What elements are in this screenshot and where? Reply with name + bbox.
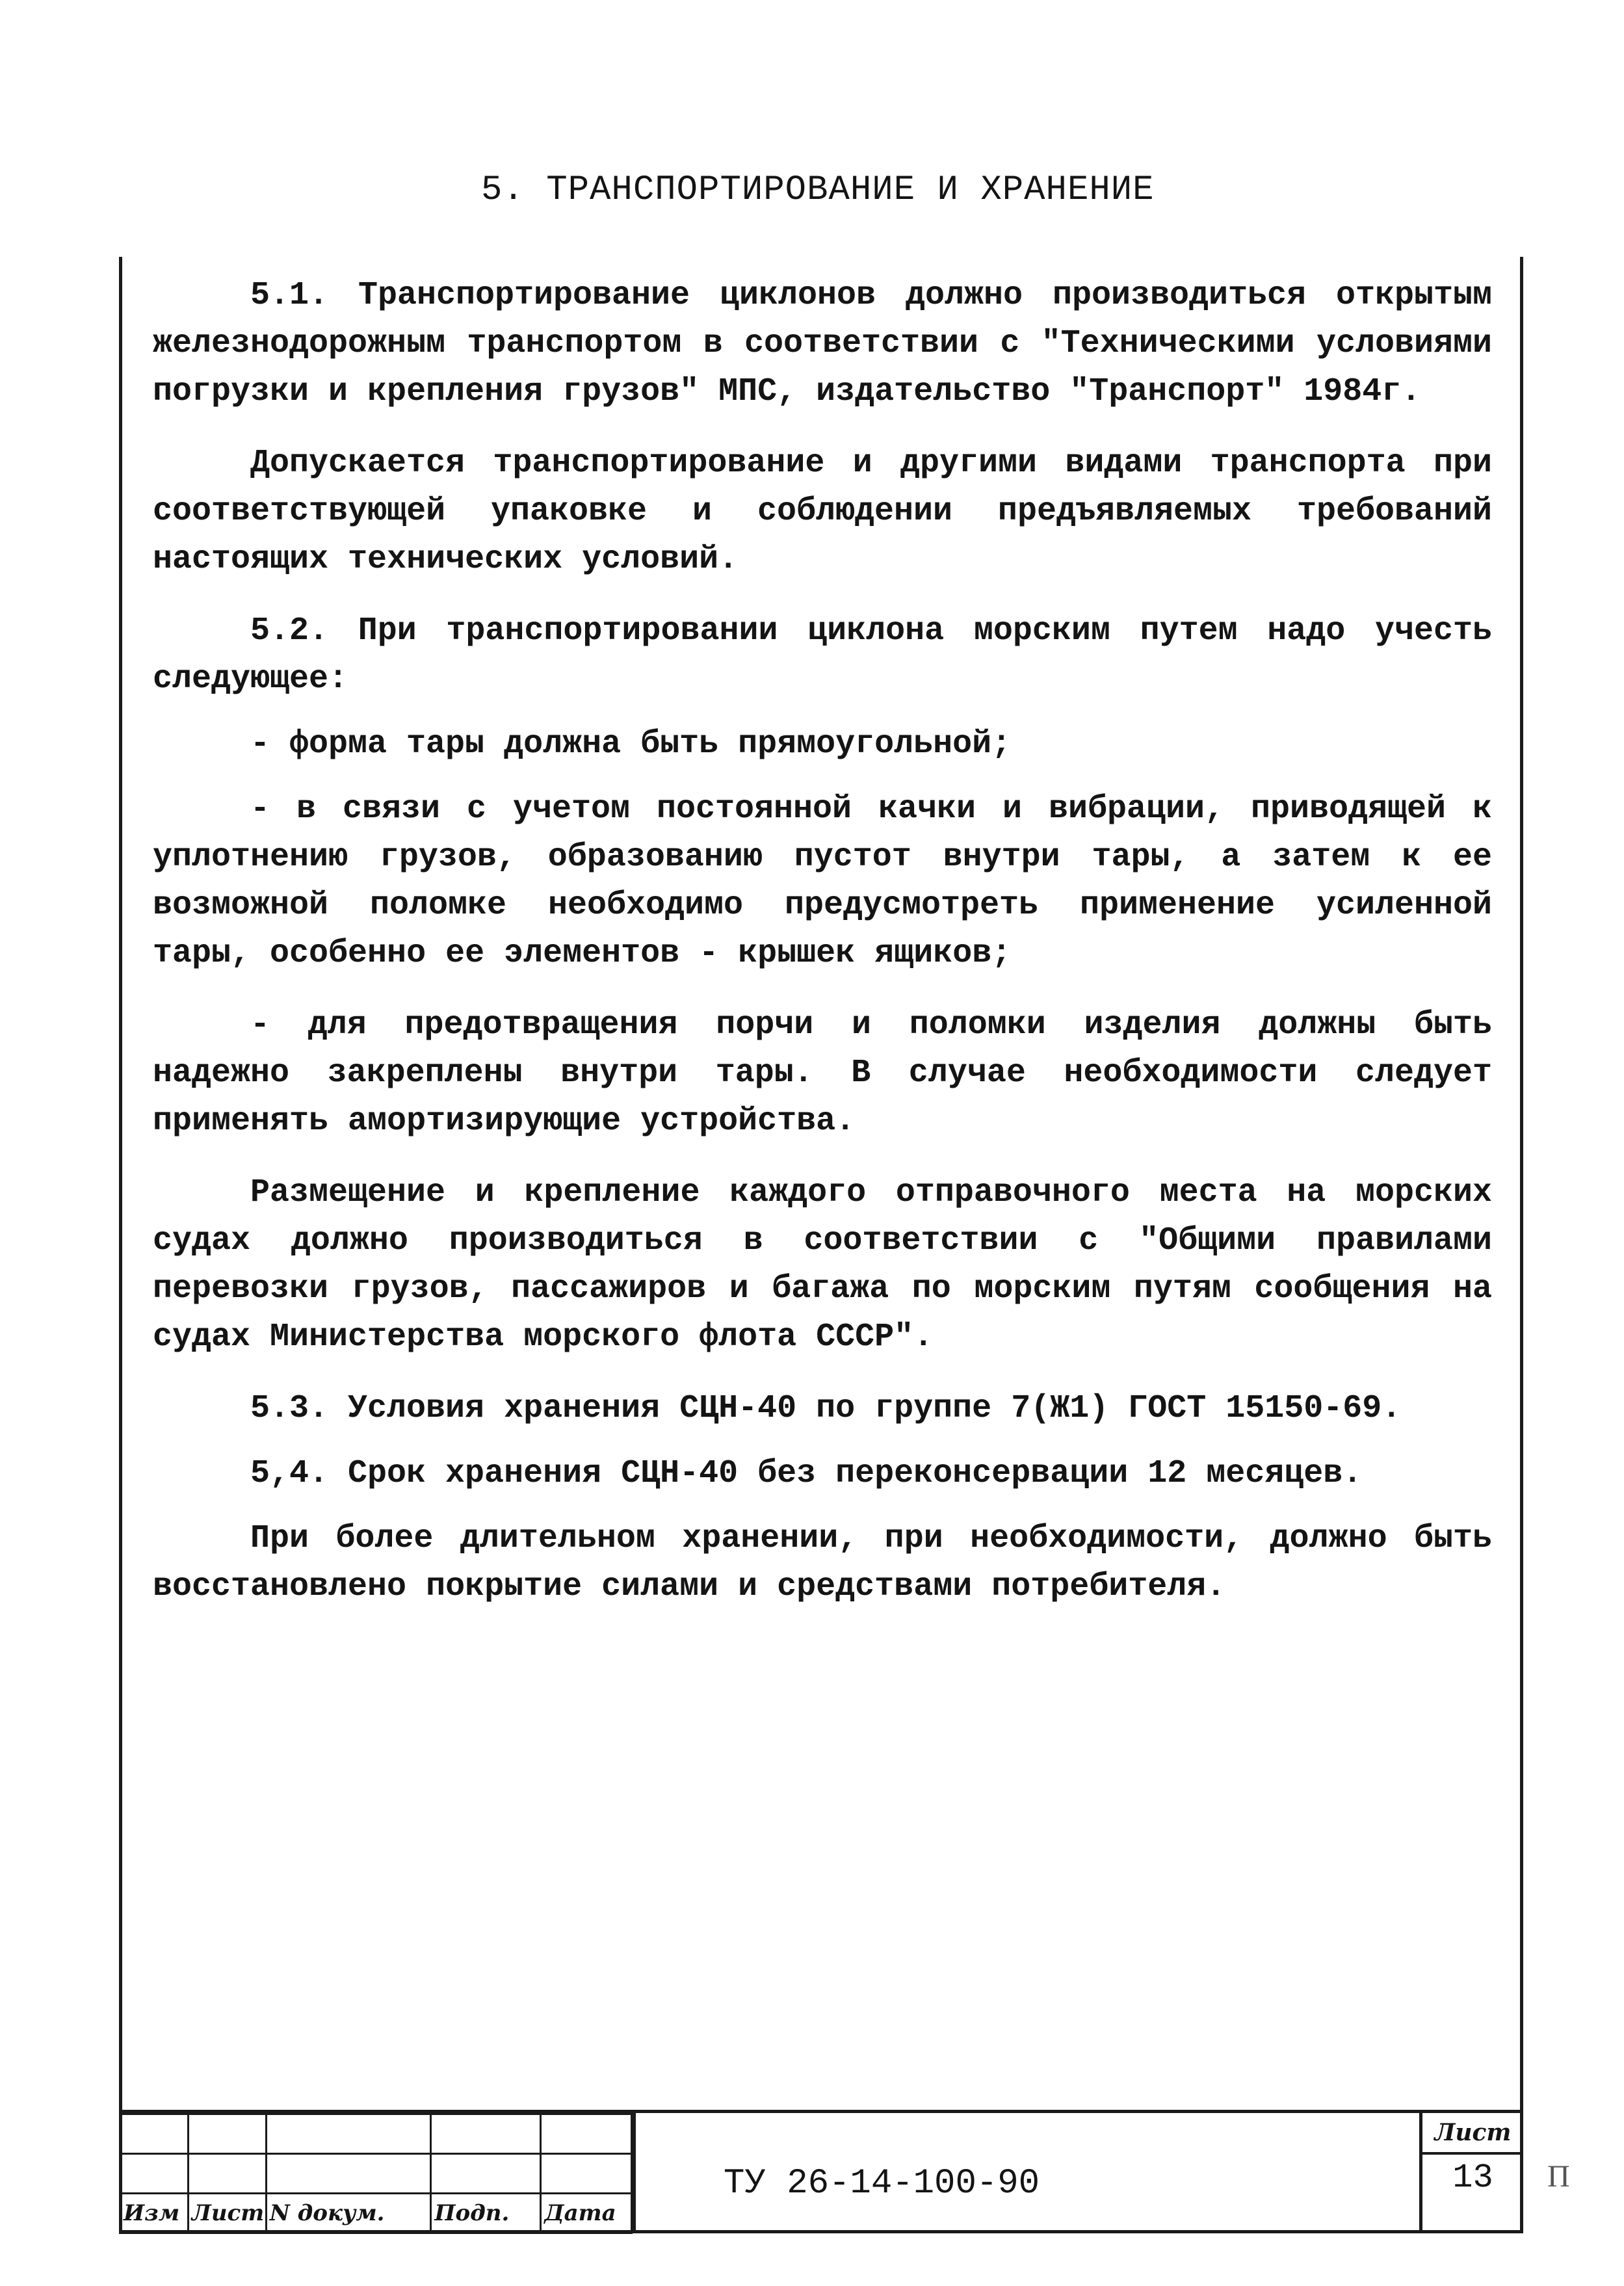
list-item-container-shape: - форма тары должна быть прямоугольной; [250, 726, 1012, 763]
title-block [119, 2110, 1523, 2233]
list-item-reinforced-container: - в связи с учетом постоянной качки и вибрации, приводящей к уплотнению грузов, образованию пустот внутри тары, а затем к ее возможной поломке необходимо предусмотреть применение усиленной тары, особенно ее элементов - крышек ящиков; [153, 791, 1492, 972]
stamp-label-sheet: Лист [188, 2194, 266, 2233]
paragraph-long-storage: При более длительном хранении, при необходимости, должно быть восстановлено покрытие силами и средствами потребителя. [153, 1520, 1492, 1605]
revision-cell [120, 2154, 189, 2194]
revision-cell [188, 2114, 266, 2154]
list-item-secure-fastening: - для предотвращения порчи и поломки изделия должны быть надежно закреплены внутри тары. В случае необходимости следует применять амортизирующие устройства. [153, 1006, 1492, 1140]
revision-cell [431, 2114, 541, 2154]
paragraph-5-2: 5.2. При транспортировании циклона морским путем надо учесть следующее: [153, 612, 1492, 698]
revision-cell [188, 2154, 266, 2194]
revision-cell [431, 2154, 541, 2194]
stamp-label-signature: Подп. [431, 2194, 541, 2233]
revision-cell [266, 2154, 431, 2194]
paragraph-placement-on-ships: Размещение и крепление каждого отправочного места на морских судах должно производиться в соответствии с "Общими правилами перевозки грузов, пассажиров и багажа по морским путям сообщения на судах Министерства морского флота СССР". [153, 1174, 1492, 1356]
revision-cell [120, 2114, 189, 2154]
stamp-label-date: Дата [541, 2194, 632, 2233]
section-body [153, 272, 1492, 1635]
stamp-label-document-number: N докум. [266, 2194, 431, 2233]
revision-cell [541, 2114, 632, 2154]
edge-mark: П [1547, 2159, 1570, 2194]
section-title: 5. ТРАНСПОРТИРОВАНИЕ И ХРАНЕНИЕ [481, 170, 1155, 210]
paragraph-other-transport: Допускается транспортирование и другими видами транспорта при соответствующей упаковке и соблюдении предъявляемых требований настоящих технических условий. [153, 445, 1492, 578]
stamp-label-change: Изм [120, 2194, 189, 2233]
paragraph-5-1: 5.1. Транспортирование циклонов должно производиться открытым железнодорожным транспортом в соответствии с "Техническими условиями погрузки и крепления грузов" МПС, издательство "Транспорт" 1984г. [153, 277, 1492, 410]
sheet-number: 13 [1452, 2159, 1493, 2197]
sheet-label: Лист [1422, 2113, 1523, 2155]
document-code: ТУ 26-14-100-90 [724, 2164, 1040, 2203]
sheet-box [1419, 2113, 1523, 2233]
revision-cell [541, 2154, 632, 2194]
paragraph-5-4: 5,4. Срок хранения СЦН-40 без переконсервации 12 месяцев. [250, 1455, 1363, 1492]
paragraph-5-3: 5.3. Условия хранения СЦН-40 по группе 7(Ж1) ГОСТ 15150-69. [250, 1390, 1402, 1427]
stamp-divider [633, 2113, 636, 2233]
revision-cell [266, 2114, 431, 2154]
revision-table [119, 2113, 633, 2234]
